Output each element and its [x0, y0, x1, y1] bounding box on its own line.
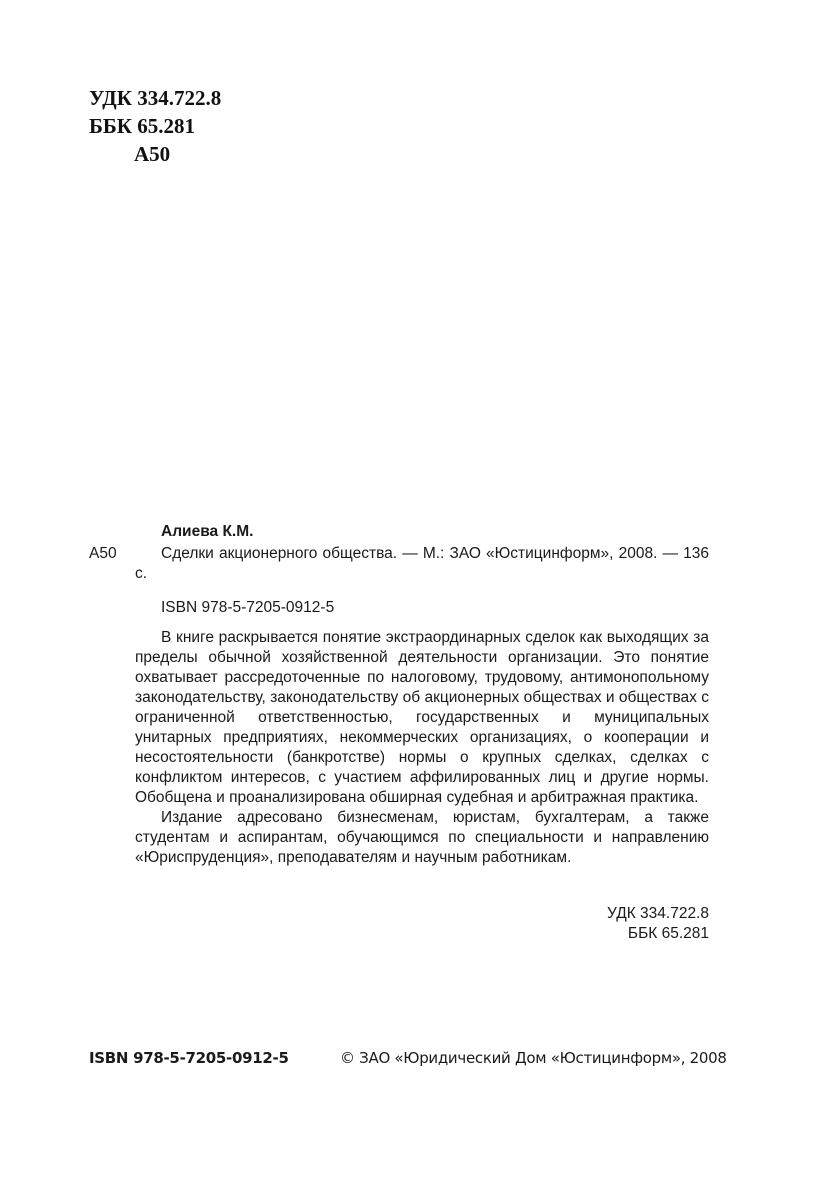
- card-codes: [607, 904, 709, 944]
- udk-code: УДК 334.722.8: [89, 86, 222, 110]
- classification-block: [89, 84, 221, 168]
- card-abstract: [135, 628, 709, 868]
- author-sign: А50: [134, 142, 171, 166]
- bbk-code: ББК 65.281: [89, 114, 195, 138]
- card-isbn: ISBN 978-5-7205-0912-5: [161, 599, 335, 616]
- card-author: Алиева К.М.: [161, 523, 254, 540]
- abstract-paragraph: В книге раскрывается понятие экстраординарных сделок как выходящих за пределы обычной хозяйственной деятельности организации. Это понятие охватывает рассредоточенные по налоговому, трудовому, антимонопольному законодательству, законодательству об акционерных обществах и обществах с ограниченной ответственностью, государственных и муниципальных унитарных предприятиях, некоммерческих организациях, о кооперации и несостоятельности (банкротстве) нормы о крупных сделках, сделках с конфликтом интересов, с участием аффилированных лиц и другие нормы. Обобщена и проанализирована обширная судебная и арбитражная практика.: [135, 629, 709, 806]
- footer-copyright: © ЗАО «Юридический Дом «Юстицинформ», 2008: [340, 1049, 727, 1067]
- card-udk: УДК 334.722.8: [607, 905, 709, 922]
- card-bbk: ББК 65.281: [627, 925, 709, 942]
- abstract-paragraph: Издание адресовано бизнесменам, юристам, бухгалтерам, а также студентам и аспирантам, обучающимся по специальности и направлению «Юриспруденция», преподавателям и научным работникам.: [135, 809, 709, 866]
- card-title: Сделки акционерного общества. — М.: ЗАО «Юстицинформ», 2008. — 136 с.: [135, 545, 709, 582]
- footer-isbn: ISBN 978-5-7205-0912-5: [89, 1049, 289, 1067]
- card-author-sign: А50: [89, 545, 117, 562]
